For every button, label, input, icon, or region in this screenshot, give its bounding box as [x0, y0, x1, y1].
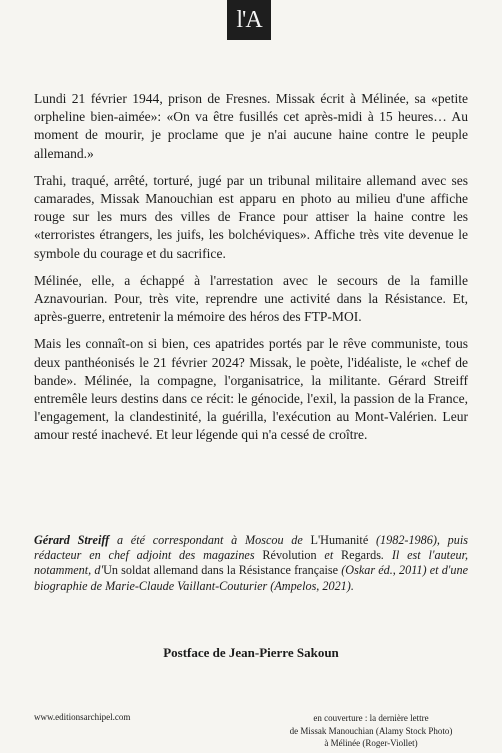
- bio-text-3: et: [316, 548, 342, 563]
- cover-credit-line-3: à Mélinée (Roger-Viollet): [324, 738, 418, 748]
- bio-publication-revolution: Révolution: [262, 548, 317, 563]
- bio-publication-regards: Regards: [341, 548, 381, 563]
- bio-text-4: . Il est l'auteur, notamment, d': [34, 548, 469, 578]
- author-name: Gérard Streiff: [34, 533, 110, 547]
- back-cover-blurb: [34, 90, 468, 454]
- bio-book-title: Un soldat allemand dans la Résistance française: [103, 563, 339, 578]
- bio-text-1: a été correspondant à Moscou de: [109, 533, 311, 547]
- publisher-logo-text: l'A: [236, 6, 262, 33]
- postface-credit: Postface de Jean-Pierre Sakoun: [163, 645, 339, 660]
- blurb-paragraph-1: Lundi 21 février 1944, prison de Fresnes. Missak écrit à Mélinée, sa «petite orpheline bien-aimée»: «On va être fusillés cet après-midi à 15 heures… Au moment de mourir, je proclame que je n'ai aucune haine contre le peuple allemand.»: [34, 91, 468, 161]
- author-bio: [34, 533, 468, 594]
- blurb-paragraph-3: Mélinée, elle, a échappé à l'arrestation avec le secours de la famille Aznavourian. Pour, très vite, reprendre une activité dans la Résistance. Et, après-guerre, entretenir la mémoire des héros des FTP-MOI.: [34, 272, 468, 325]
- blurb-paragraph-4: Mais les connaît-on si bien, ces apatrides portés par le rêve communiste, tous deux panthéonisés le 21 février 2024? Missak, le poète, l'idéaliste, le «chef de bande». Mélinée, la compagne, l'organisatrice, la militante. Gérard Streiff entremêle leurs destins dans ce récit: le génocide, l'exil, la passion de la France, l'engagement, la clandestinité, la guérilla, l'exécution au Mont-Valérien. Leur amour resté inachevé. Et leur légende qui n'a cessé de croître.: [34, 336, 468, 443]
- publisher-logo: [227, 0, 271, 40]
- bio-text-5: (Oskar éd., 2011) et d'une biographie de Marie-Claude Vaillant-Couturier (Ampelos, 2021).: [34, 563, 468, 593]
- bio-text-2: (1982-1986), puis rédacteur en chef adjoint des magazines: [34, 533, 469, 563]
- cover-credit-line-1: en couverture : la dernière lettre: [313, 713, 429, 723]
- blurb-paragraph-2: Trahi, traqué, arrêté, torturé, jugé par un tribunal militaire allemand avec ses camarades, Missak Manouchian est apparu en photo au milieu d'une affiche rouge sur les murs des villes de France pour attiser la haine contre les «terroristes étrangers, les juifs, les bolchéviques». Affiche très vite devenue le symbole du courage et du sacrifice.: [34, 172, 468, 261]
- cover-credit-line-2: de Missak Manouchian (Alamy Stock Photo): [289, 725, 453, 736]
- cover-credit: [266, 712, 476, 750]
- publisher-website: www.editionsarchipel.com: [34, 712, 131, 722]
- bio-publication-humanite: L'Humanité: [310, 533, 369, 547]
